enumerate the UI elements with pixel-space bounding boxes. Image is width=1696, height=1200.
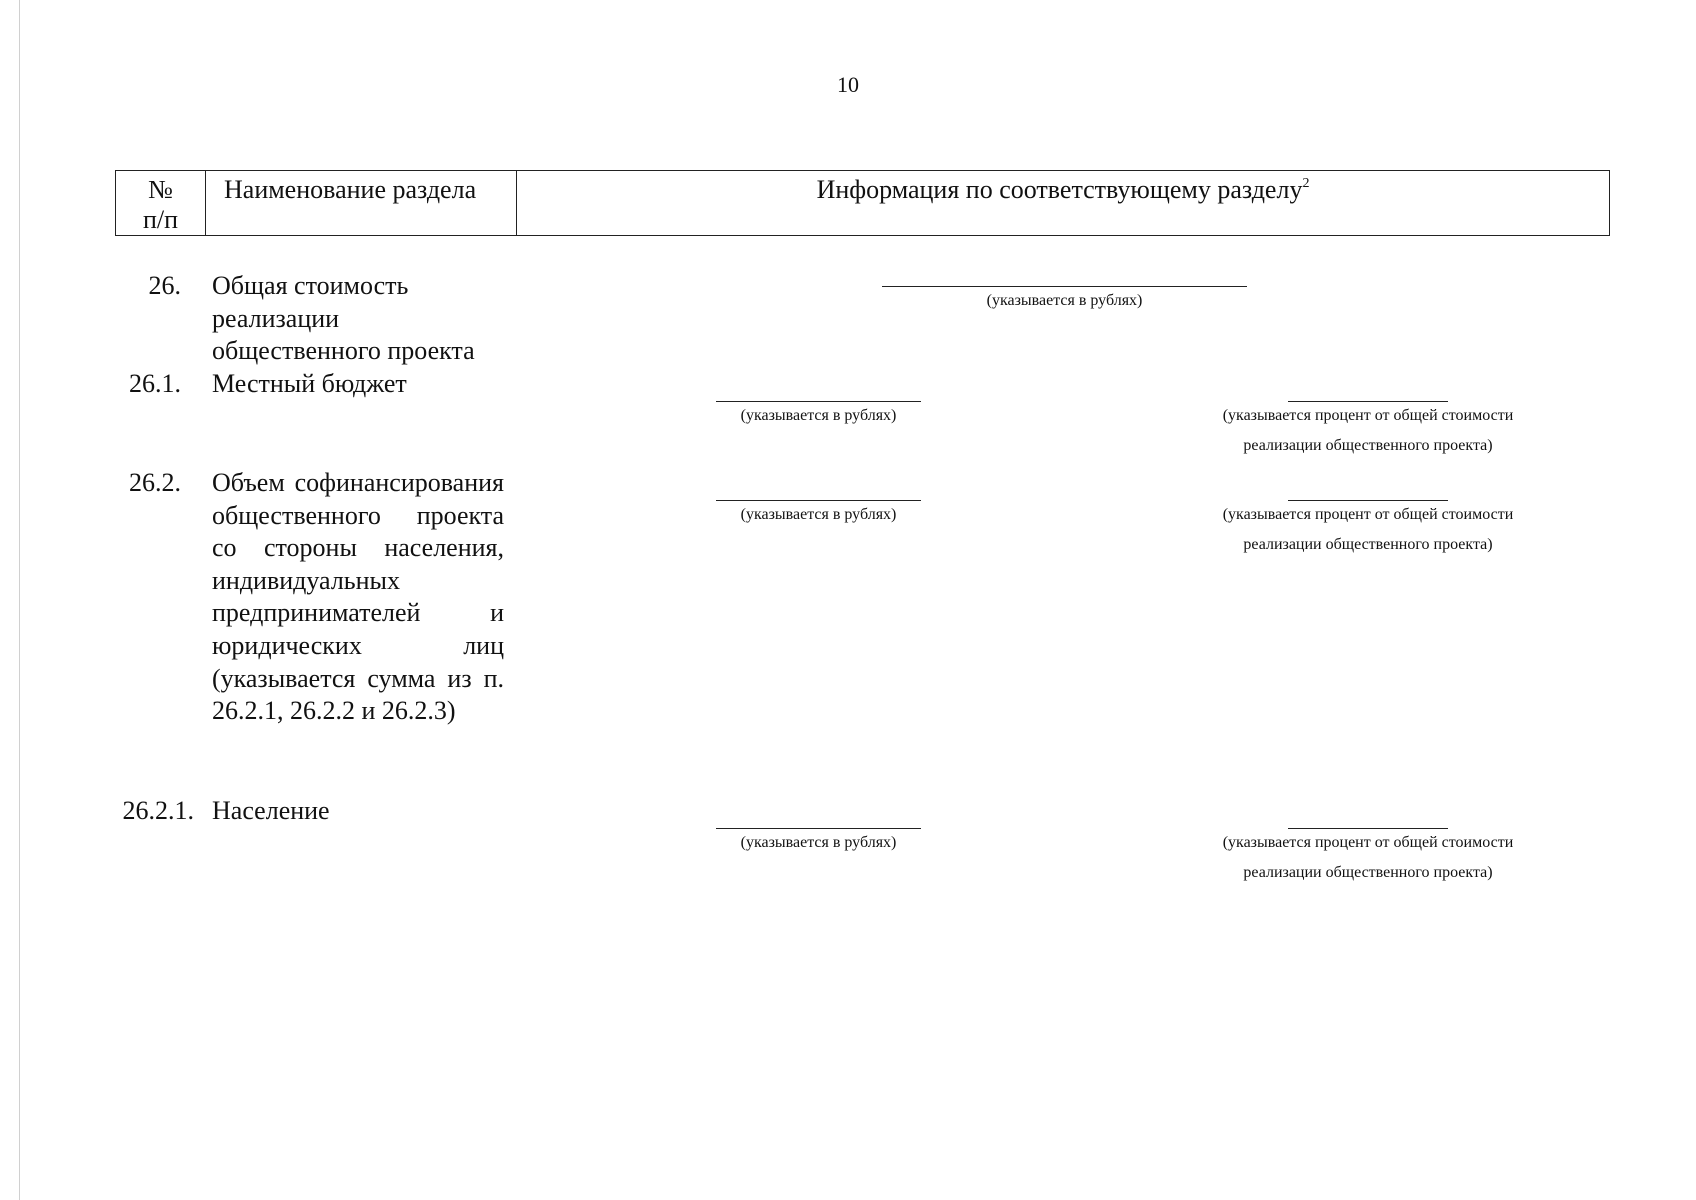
rubles-blank-field <box>882 286 1247 317</box>
scan-edge <box>19 0 20 1200</box>
percent-blank-field <box>1192 401 1544 462</box>
percent-hint: реализации общественного проекта) <box>1243 536 1493 553</box>
header-info-column <box>517 171 1609 235</box>
percent-hint: (указывается процент от общей стоимости <box>1222 506 1514 523</box>
header-number-column <box>116 171 206 235</box>
percent-blank-field <box>1192 828 1544 889</box>
rubles-blank-field <box>716 401 921 432</box>
percent-hint: реализации общественного проекта) <box>1243 864 1493 881</box>
percent-hint: (указывается процент от общей стоимости <box>1222 834 1514 851</box>
percent-blank-field <box>1192 500 1544 561</box>
row-name: Местный бюджет <box>212 369 407 398</box>
header-number-label: п/п <box>142 205 179 234</box>
percent-hint: реализации общественного проекта) <box>1243 437 1493 454</box>
row-name: Население <box>212 796 330 825</box>
rubles-blank-field <box>716 828 921 859</box>
percent-hint: (указывается процент от общей стоимости <box>1222 407 1514 424</box>
rubles-hint: (указывается в рублях) <box>740 834 897 851</box>
rubles-hint: (указывается в рублях) <box>986 292 1143 309</box>
section-header-table <box>115 170 1610 236</box>
header-name-column: Наименование раздела <box>206 171 517 235</box>
rubles-hint: (указывается в рублях) <box>740 506 897 523</box>
rubles-hint: (указывается в рублях) <box>740 407 897 424</box>
page-number: 10 <box>837 72 859 97</box>
row-number: 26.2. <box>129 468 181 497</box>
row-name: Объем софинансирования общественного проекта со стороны населения, индивидуальных предпринимателей и юридических лиц (указывается сумма из п. 26.2.1, 26.2.2 и 26.2.3) <box>212 468 504 726</box>
row-number: 26. <box>148 271 181 300</box>
rubles-blank-field <box>716 500 921 531</box>
footnote-marker: 2 <box>1302 176 1310 191</box>
header-number-symbol: № <box>148 175 173 204</box>
row-name: Общая стоимость реализации общественного проекта <box>212 271 475 366</box>
row-number: 26.2.1. <box>122 796 194 825</box>
row-number: 26.1. <box>129 369 181 398</box>
header-info-label: Информация по соответствующему разделу <box>816 175 1303 204</box>
